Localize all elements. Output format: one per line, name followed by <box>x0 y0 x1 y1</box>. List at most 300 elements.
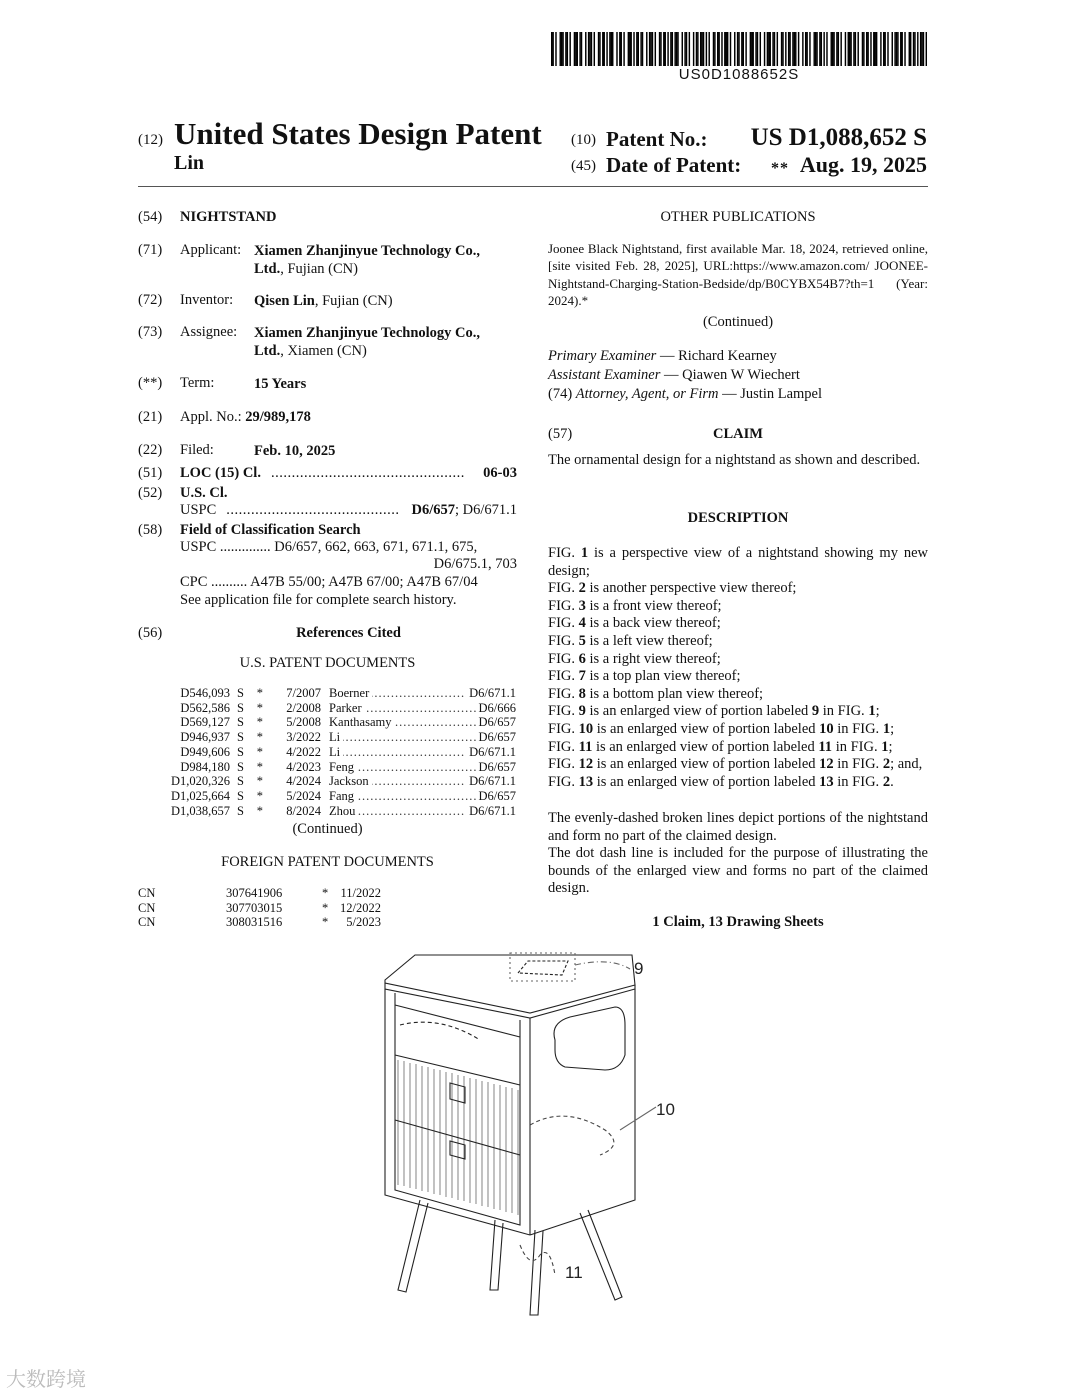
citation-name-class <box>321 701 516 716</box>
foreign-country: CN <box>138 900 156 915</box>
date-stars: ** <box>771 160 789 177</box>
assignee-name-2: Ltd. <box>254 343 281 359</box>
fig-ref-end: . <box>890 773 894 790</box>
barcode <box>551 32 927 66</box>
field-see: See application file for complete search history. <box>180 592 457 608</box>
barcode-bar <box>777 32 778 66</box>
assistant-examiner-label: Assistant Examiner <box>548 367 661 383</box>
barcode-bar <box>855 32 856 66</box>
barcode-bar <box>873 32 874 66</box>
term-code: (**) <box>138 375 163 391</box>
barcode-bar <box>623 32 624 66</box>
fig-number: 4 <box>578 615 586 632</box>
field-code: (58) <box>138 522 163 538</box>
citation-number: D949,606 <box>180 744 230 759</box>
citation-date: 5/2024 <box>286 788 321 803</box>
appl-label: Appl. No.: <box>180 409 242 425</box>
citation-name-class <box>321 789 516 804</box>
fig-number: 10 <box>578 720 594 737</box>
foreign-citation-row <box>138 901 381 916</box>
foreign-docs-label: FOREIGN PATENT DOCUMENTS <box>221 854 434 870</box>
barcode-bar <box>789 32 790 66</box>
barcode-bar <box>602 32 603 66</box>
fig-ref-end: ; <box>875 703 880 720</box>
fig-number: 8 <box>578 685 586 702</box>
fig-text: is a bottom plan view thereof; <box>585 685 764 702</box>
inventor-name: Qisen Lin <box>254 293 315 309</box>
barcode-bar <box>565 32 566 66</box>
citation-kind: S <box>237 759 244 774</box>
term-label: Term: <box>180 375 215 391</box>
citation-kind: S <box>237 803 244 818</box>
citation-class: D6/657 <box>476 730 517 745</box>
barcode-bar <box>805 32 806 66</box>
patent-no-code: (10) <box>571 132 596 148</box>
citation-row <box>160 730 516 745</box>
barcode-bar <box>734 32 735 66</box>
citation-row <box>160 686 516 701</box>
barcode-bar <box>630 32 631 66</box>
citation-kind: S <box>237 686 244 700</box>
fig-prefix: FIG. <box>548 738 579 755</box>
barcode-bar <box>569 32 570 66</box>
fig-prefix: FIG. <box>548 685 579 702</box>
citation-kind: S <box>237 744 244 759</box>
citation-class: D6/671.1 <box>466 745 516 760</box>
description-line <box>548 598 928 616</box>
barcode-bar <box>703 32 704 66</box>
barcode-bar <box>727 32 728 66</box>
loc-value: 06-03 <box>483 465 517 481</box>
citation-class: D6/671.1 <box>466 774 516 789</box>
barcode-bar <box>693 32 694 66</box>
barcode-bar <box>670 32 671 66</box>
citation-row <box>160 745 516 760</box>
filed-code: (22) <box>138 442 163 458</box>
citation-number: D1,020,326 <box>170 774 230 789</box>
barcode-bar <box>896 32 897 66</box>
citation-class: D6/666 <box>476 701 517 716</box>
barcode-bar <box>655 32 656 66</box>
barcode-bar <box>782 32 783 66</box>
barcode-bar <box>652 32 653 66</box>
barcode-bar <box>567 32 568 66</box>
citation-date: 4/2024 <box>286 774 321 789</box>
barcode-bar <box>794 32 795 66</box>
claim-text: The ornamental design for a nightstand as shown and described. <box>548 452 921 468</box>
barcode-bar <box>900 32 901 66</box>
barcode-bar <box>628 32 629 66</box>
primary-examiner-name: — Richard Kearney <box>656 348 777 364</box>
claim-label: CLAIM <box>713 426 763 442</box>
applicant-name-2: Ltd. <box>254 261 281 277</box>
citation-date: 4/2022 <box>286 744 321 759</box>
appl-code: (21) <box>138 409 163 425</box>
barcode-bar <box>708 32 709 66</box>
citation-name-class <box>321 760 516 775</box>
barcode-bar <box>686 32 687 66</box>
fig-text: is a right view thereof; <box>585 650 721 667</box>
fig-text: is another perspective view thereof; <box>585 580 797 597</box>
fig-ref-text: in FIG. <box>832 738 882 755</box>
barcode-bar <box>717 32 718 66</box>
appl-number: 29/989,178 <box>245 409 311 425</box>
loc-label: LOC (15) Cl. <box>180 465 261 481</box>
field-label: Field of Classification Search <box>180 522 361 538</box>
barcode-bar <box>577 32 578 66</box>
primary-examiner <box>548 348 928 366</box>
citation-name-class <box>321 686 516 701</box>
barcode-bar <box>640 32 641 66</box>
barcode-bar <box>816 32 817 66</box>
barcode-bar <box>863 32 864 66</box>
barcode-bar <box>792 32 793 66</box>
fig-ref-text: in FIG. <box>833 720 883 737</box>
inventor-code: (72) <box>138 292 163 308</box>
barcode-bar <box>696 32 697 66</box>
attorney <box>548 386 928 404</box>
foreign-star: * <box>322 915 329 930</box>
patent-number: US D1,088,652 S <box>750 124 927 151</box>
citation-name: Jackson <box>329 774 372 788</box>
description-line <box>548 703 928 721</box>
attorney-name: — Justin Lampel <box>718 386 823 402</box>
title-code: (54) <box>138 209 163 225</box>
barcode-bar <box>813 32 814 66</box>
field-uspc-2: D6/675.1, 703 <box>433 556 517 572</box>
fig-prefix: FIG. <box>548 720 579 737</box>
barcode-bar <box>588 32 589 66</box>
barcode-bar <box>611 32 612 66</box>
primary-examiner-label: Primary Examiner <box>548 348 657 364</box>
barcode-bar <box>788 32 789 66</box>
citation-star: * <box>256 788 263 803</box>
loc-dots: ............................................... <box>270 465 465 481</box>
inventor-location: , Fujian (CN) <box>314 293 393 309</box>
us-docs-label: U.S. PATENT DOCUMENTS <box>239 655 416 671</box>
fig-number: 3 <box>578 597 586 614</box>
fig-prefix: FIG. <box>548 615 579 632</box>
citation-name: Feng <box>329 760 357 774</box>
document-title: United States Design Patent <box>174 116 542 151</box>
us-docs-continued: (Continued) <box>292 821 363 837</box>
barcode-bar <box>676 32 677 66</box>
foreign-date: 11/2022 <box>340 886 381 900</box>
foreign-number: 307641906 <box>226 886 283 900</box>
barcode-bar <box>921 32 922 66</box>
fig-number: 13 <box>578 773 594 790</box>
barcode-bar <box>706 32 707 66</box>
barcode-bar <box>875 32 876 66</box>
applicant-code: (71) <box>138 242 163 258</box>
loc-code: (51) <box>138 465 163 481</box>
barcode-bar <box>809 32 810 66</box>
description-line <box>548 580 928 598</box>
description-line <box>548 756 928 774</box>
barcode-bar <box>832 32 833 66</box>
applicant-name: Xiamen Zhanjinyue Technology Co., <box>254 243 481 259</box>
barcode-bar <box>649 32 650 66</box>
fig-text: is a perspective view of a nightstand showing my new design; <box>548 545 928 579</box>
citation-kind: S <box>237 774 244 789</box>
barcode-bar <box>629 32 630 66</box>
citation-name-class <box>321 774 516 789</box>
barcode-bar <box>923 32 924 66</box>
inventor-value <box>254 292 393 310</box>
assignee-location: , Xiamen (CN) <box>280 343 367 359</box>
citation-row <box>160 701 516 716</box>
citation-class: D6/657 <box>476 760 517 775</box>
barcode-bar <box>609 32 610 66</box>
citation-kind: S <box>237 730 244 745</box>
barcode-bar <box>745 32 746 66</box>
date-code: (45) <box>571 158 596 174</box>
fig-ref-number: 1 <box>882 720 891 737</box>
barcode-bar <box>770 32 771 66</box>
fig-number: 1 <box>580 545 589 561</box>
fig-number: 5 <box>578 632 586 649</box>
barcode-bar <box>598 32 599 66</box>
inventor-surname: Lin <box>174 152 205 174</box>
us-cl-label: U.S. Cl. <box>180 485 228 501</box>
barcode-bar <box>826 32 827 66</box>
fig-prefix: FIG. <box>548 756 579 773</box>
fig-ref-number: 2 <box>882 756 891 773</box>
leg-back-right <box>580 1210 622 1300</box>
leg-front-left <box>398 1200 428 1292</box>
fig-text: is a left view thereof; <box>585 632 713 649</box>
assignee-label: Assignee: <box>180 324 238 340</box>
description-line <box>548 633 928 651</box>
term-value: 15 Years <box>254 376 307 392</box>
broken-lines-note: The evenly-dashed broken lines depict portions of the nightstand and form no part of the claimed design. <box>548 810 928 844</box>
citation-number: D546,093 <box>180 686 230 700</box>
fig-number: 11 <box>578 738 593 755</box>
barcode-bar <box>870 32 871 66</box>
fig-ref-number: 2 <box>882 773 891 790</box>
barcode-bar <box>591 32 592 66</box>
barcode-bar <box>619 32 620 66</box>
barcode-bar <box>718 32 719 66</box>
citation-row <box>160 715 516 730</box>
barcode-bar <box>913 32 914 66</box>
assignee-code: (73) <box>138 324 163 340</box>
citation-kind: S <box>237 788 244 803</box>
right-side-panel <box>530 989 635 1235</box>
fig-prefix: FIG. <box>548 580 579 597</box>
citation-kind: S <box>237 715 244 730</box>
barcode-bar <box>798 32 799 66</box>
fig-prefix: FIG. <box>548 773 579 790</box>
citation-row <box>160 804 516 819</box>
citation-kind: S <box>237 700 244 715</box>
barcode-bar <box>574 32 575 66</box>
barcode-bar <box>806 32 807 66</box>
assignee-name: Xiamen Zhanjinyue Technology Co., <box>254 325 481 341</box>
fig-ref-number: 1 <box>881 738 889 755</box>
barcode-bar <box>612 32 613 66</box>
fig-ref-end: ; <box>890 720 895 737</box>
citation-number: D946,937 <box>180 730 230 745</box>
fig-number: 2 <box>578 580 586 597</box>
label-10: 10 <box>656 1100 675 1119</box>
citation-star: * <box>256 686 263 700</box>
barcode-bar <box>726 32 727 66</box>
barcode-bar <box>730 32 731 66</box>
barcode-bar <box>910 32 911 66</box>
fig-text: is an enlarged view of portion labeled <box>585 703 812 720</box>
fig-text: is an enlarged view of portion labeled <box>593 756 820 773</box>
label-11: 11 <box>565 1263 583 1282</box>
citation-row <box>160 760 516 775</box>
barcode-bar <box>700 32 701 66</box>
barcode-bar <box>721 32 722 66</box>
fig-text: is an enlarged view of portion labeled <box>592 738 819 755</box>
dot-dash-note: The dot dash line is included for the purpose of illustrating the bounds of the enlarged view and forms no part of the claimed design. <box>548 845 928 897</box>
filed-date: Feb. 10, 2025 <box>254 443 336 459</box>
nightstand-drawing <box>380 945 690 1330</box>
citation-name-class <box>321 745 516 760</box>
barcode-bar <box>757 32 758 66</box>
citation-class: D6/671.1 <box>466 804 516 819</box>
loc-row <box>180 465 517 482</box>
barcode-bar <box>684 32 685 66</box>
barcode-bar <box>866 32 867 66</box>
claim-code: (57) <box>548 426 573 442</box>
barcode-bar <box>867 32 868 66</box>
barcode-bar <box>738 32 739 66</box>
citation-star: * <box>256 744 263 759</box>
shelf-cutout <box>554 1007 625 1070</box>
barcode-bar <box>894 32 895 66</box>
other-pubs-continued: (Continued) <box>702 314 774 330</box>
barcode-bar <box>599 32 600 66</box>
barcode-bar <box>724 32 725 66</box>
citation-star: * <box>256 700 263 715</box>
document-kind-code: (12) <box>138 132 163 148</box>
charging-pad <box>518 961 568 975</box>
barcode-bar <box>840 32 841 66</box>
citation-star: * <box>256 759 263 774</box>
leg-front-right <box>490 1220 503 1290</box>
fig-number: 12 <box>578 756 594 773</box>
citation-name: Fang <box>329 789 357 803</box>
attorney-label: Attorney, Agent, or Firm <box>575 386 719 402</box>
foreign-country: CN <box>138 886 156 900</box>
citation-star: * <box>256 730 263 745</box>
patent-no-label: Patent No.: <box>606 127 708 151</box>
barcode-bar <box>892 32 893 66</box>
barcode-bar <box>823 32 824 66</box>
citation-date: 7/2007 <box>286 686 321 700</box>
barcode-bar <box>741 32 742 66</box>
barcode-bar <box>697 32 698 66</box>
assistant-examiner <box>548 367 928 385</box>
barcode-bar <box>760 32 761 66</box>
barcode-bar <box>667 32 668 66</box>
assistant-examiner-name: — Qiawen W Wiechert <box>660 367 800 383</box>
fig-text: is an enlarged view of portion labeled <box>593 720 820 737</box>
fig-text: is a back view thereof; <box>585 615 721 632</box>
barcode-bar <box>897 32 898 66</box>
watermark: 大数跨境 <box>6 1369 86 1391</box>
foreign-number: 307703015 <box>226 900 283 915</box>
fig-prefix: FIG. <box>548 597 579 614</box>
field-uspc: USPC .............. D6/657, 662, 663, 671, 671.1, 675, <box>180 539 478 555</box>
description-line <box>548 686 928 704</box>
refs-label: References Cited <box>296 625 401 641</box>
portion-label: 9 <box>811 703 820 720</box>
applicant-value <box>254 242 480 278</box>
barcode-bar <box>764 32 765 66</box>
uspc-main: D6/657 <box>411 502 455 518</box>
portion-label: 10 <box>819 720 834 737</box>
barcode-bar <box>914 32 915 66</box>
barcode-bar <box>616 32 617 66</box>
foreign-country: CN <box>138 915 156 930</box>
barcode-bar <box>621 32 622 66</box>
fig-prefix: FIG. <box>548 668 579 685</box>
description-line <box>548 668 928 686</box>
barcode-bar <box>604 32 605 66</box>
barcode-bar <box>562 32 563 66</box>
barcode-bar <box>750 32 751 66</box>
barcode-bar <box>836 32 837 66</box>
appl-value-row <box>180 409 311 426</box>
barcode-bar <box>802 32 803 66</box>
fig-prefix: FIG. <box>548 703 579 720</box>
citation-class: D6/657 <box>476 715 517 730</box>
fig-ref-number: 1 <box>868 703 876 720</box>
field-cpc: CPC .......... A47B 55/00; A47B 67/00; A47B 67/04 <box>180 574 478 590</box>
barcode-bar <box>853 32 854 66</box>
barcode-bar <box>909 32 910 66</box>
barcode-bar <box>743 32 744 66</box>
barcode-bar <box>849 32 850 66</box>
patent-date: Aug. 19, 2025 <box>799 152 927 177</box>
citation-date: 3/2022 <box>286 730 321 745</box>
barcode-bar <box>638 32 639 66</box>
fig-text: is a front view thereof; <box>585 597 722 614</box>
foreign-date: 12/2022 <box>340 900 381 915</box>
barcode-bar <box>831 32 832 66</box>
description-label: DESCRIPTION <box>687 510 789 526</box>
barcode-bar <box>884 32 885 66</box>
barcode-bar <box>917 32 918 66</box>
barcode-bar <box>606 32 607 66</box>
label-9: 9 <box>634 959 644 978</box>
barcode-bar <box>815 32 816 66</box>
barcode-bar <box>552 32 553 66</box>
citation-number: D562,586 <box>180 700 230 715</box>
barcode-bar <box>848 32 849 66</box>
barcode-bar <box>579 32 580 66</box>
barcode-bar <box>821 32 822 66</box>
description-line <box>548 721 928 739</box>
description-line <box>548 615 928 633</box>
barcode-bar <box>560 32 561 66</box>
barcode-bar <box>751 32 752 66</box>
uspc-rest: ; D6/671.1 <box>454 502 517 518</box>
date-label: Date of Patent: <box>606 153 742 177</box>
citation-number: D1,038,657 <box>170 803 230 818</box>
barcode-bar <box>876 32 877 66</box>
citation-date: 5/2008 <box>286 715 321 730</box>
citation-date: 4/2023 <box>286 759 321 774</box>
citation-name: Li <box>329 745 343 759</box>
fig-ref-text: in FIG. <box>833 756 883 773</box>
description-line <box>548 739 928 757</box>
